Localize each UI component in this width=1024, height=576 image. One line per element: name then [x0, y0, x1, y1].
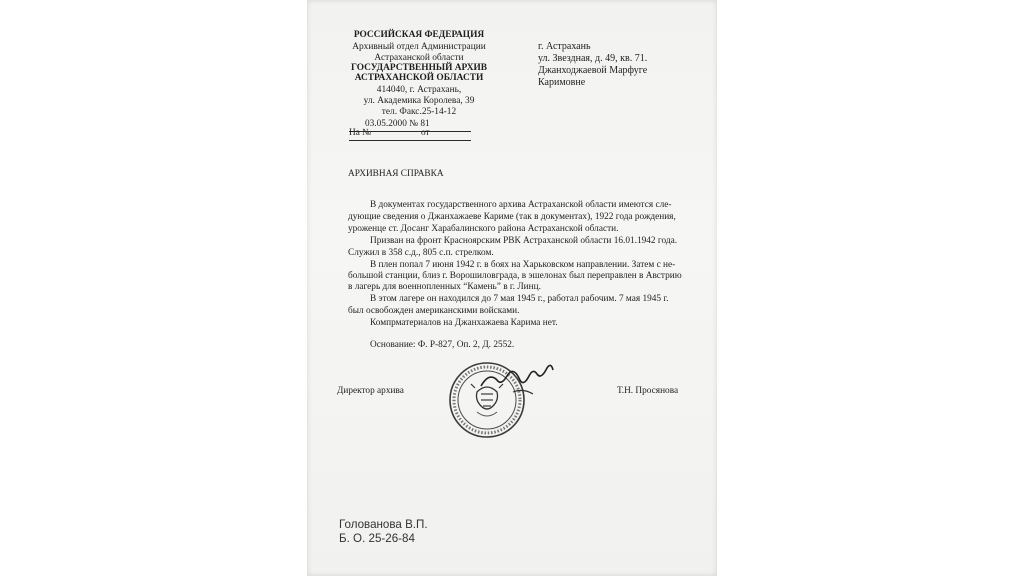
sender-country: РОССИЙСКАЯ ФЕДЕРАЦИЯ — [353, 30, 485, 40]
recipient-city: г. Астрахань — [538, 41, 591, 52]
sender-address-line2: ул. Академика Королева, 39 — [363, 96, 475, 106]
handwritten-signature — [477, 362, 557, 402]
ref-underline-2 — [349, 140, 471, 141]
body-p1-l2: дующие сведения о Джанхажаеве Кариме (так в документах), 1922 года рождения, — [348, 212, 676, 222]
body-p2-l2: Служил в 358 с.д., 805 с.п. стрелком. — [348, 248, 494, 258]
body-p4-l1: В этом лагере он находился до 7 мая 1945 г., работал рабочим. 7 мая 1945 г. — [370, 294, 669, 304]
sender-phone: тел. Факс.25-14-12 — [381, 107, 457, 117]
footer-name: Голованова В.П. — [339, 518, 428, 531]
body-p3-l2: большой станции, близ г. Ворошиловграда, в эшелонах был переправлен в Австрию — [348, 271, 682, 281]
signature-role: Директор архива — [337, 386, 404, 396]
sender-dept-line2: Астраханской области — [374, 53, 464, 63]
body-p1-l1: В документах государственного архива Астраханской области имеются сле- — [370, 200, 672, 210]
body-p3-l3: в лагерь для военнопленных “Камень” в г. Линц. — [348, 282, 541, 292]
recipient-street: ул. Звездная, д. 49, кв. 71. — [538, 53, 648, 64]
footer-phone: Б. О. 25-26-84 — [339, 532, 415, 545]
ref-on-number: На № — [349, 128, 372, 138]
body-p3-l1: В плен попал 7 июня 1942 г. в боях на Харьковском направлении. Затем с не- — [370, 260, 676, 270]
sender-address-line1: 414040, г. Астрахань, — [376, 85, 462, 95]
sender-archive-line2: АСТРАХАНСКОЙ ОБЛАСТИ — [354, 73, 484, 83]
ref-from: от — [421, 128, 430, 138]
body-p1-l3: уроженце ст. Досанг Харабалинского района Астраханской области. — [348, 224, 619, 234]
document-page — [307, 0, 717, 576]
signature-name: Т.Н. Просянова — [617, 386, 679, 396]
body-basis: Основание: Ф. Р-827, Оп. 2, Д. 2552. — [370, 340, 515, 350]
body-p5: Компрматериалов на Джанхажаева Карима нет. — [370, 318, 558, 328]
recipient-name-line2: Каримовне — [538, 77, 586, 88]
document-title: АРХИВНАЯ СПРАВКА — [348, 169, 444, 179]
recipient-name-line1: Джанходжаевой Марфуге — [538, 65, 648, 76]
sender-dept-line1: Архивный отдел Администрации — [352, 42, 486, 52]
ref-date-number: 03.05.2000 № 81 — [365, 119, 430, 129]
body-p2-l1: Призван на фронт Красноярским РВК Астраханской области 16.01.1942 года. — [370, 236, 678, 246]
sender-archive-line1: ГОСУДАРСТВЕННЫЙ АРХИВ — [350, 63, 488, 73]
body-p4-l2: был освобожден американскими войсками. — [348, 306, 520, 316]
